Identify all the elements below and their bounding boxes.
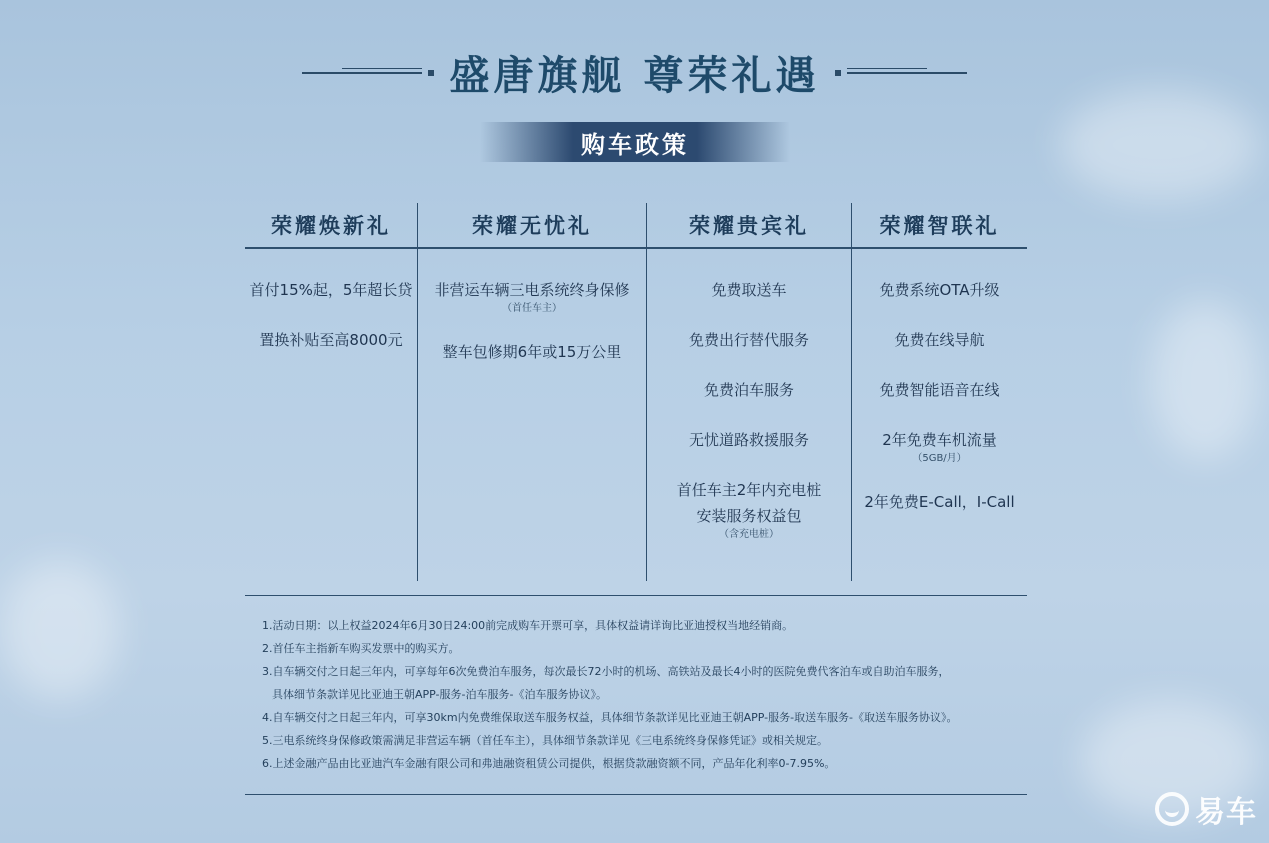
column-body: [418, 249, 646, 365]
benefit-note: （含充电桩）: [719, 529, 779, 540]
column-title: 荣耀智联礼: [852, 203, 1027, 249]
policy-table: [245, 203, 1027, 581]
headline-left-dot: [428, 70, 434, 76]
cloud-decoration: [1150, 300, 1260, 460]
column-body: [647, 249, 851, 541]
benefit-item: 免费智能语音在线: [879, 381, 1000, 399]
benefit-item: 2年免费E-Call，I-Call: [864, 493, 1015, 511]
column-vip: [647, 203, 851, 581]
column-smart-connect: [852, 203, 1027, 581]
benefit-item: 免费系统OTA升级: [879, 281, 1000, 299]
column-body: [852, 249, 1027, 515]
column-renewal: [245, 203, 417, 581]
page-title: 盛唐旗舰 尊荣礼遇: [449, 53, 820, 99]
footnote-continuation: 具体细节条款详见比亚迪王朝APP-服务-泊车服务-《泊车服务协议》。: [272, 688, 607, 701]
benefit-item: 免费在线导航: [894, 331, 985, 349]
smile-logo-icon: [1155, 792, 1189, 826]
footnotes-bottom-rule: [245, 794, 1027, 795]
footnote: 1.活动日期：以上权益2024年6月30日24:00前完成购车开票可享，具体权益请详询比亚迪授权当地经销商。: [262, 619, 794, 632]
column-title: 荣耀无忧礼: [418, 203, 646, 249]
benefit-item: 整车包修期6年或15万公里: [442, 343, 622, 361]
cloud-decoration: [1060, 90, 1260, 200]
footnote: 4.自车辆交付之日起三年内，可享30km内免费维保取送车服务权益，具体细节条款详见比亚迪王朝APP-服务-取送车服务-《取送车服务协议》。: [262, 711, 958, 724]
benefit-note: （5GB/月）: [912, 453, 967, 464]
footnotes: [262, 614, 1022, 775]
footnote: 6.上述金融产品由比亚迪汽车金融有限公司和弗迪融资租赁公司提供，根据贷款融资额不同，产品年化利率0-7.95%。: [262, 757, 836, 770]
watermark-logo: [1155, 787, 1257, 831]
benefit-note: （首任车主）: [502, 303, 562, 314]
benefit-text: 非营运车辆三电系统终身保修: [434, 281, 630, 299]
column-title: 荣耀焕新礼: [245, 203, 417, 249]
footnote: 2.首任车主指新车购买发票中的购买方。: [262, 642, 460, 655]
footnote: 5.三电系统终身保修政策需满足非营运车辆（首任车主），具体细节条款详见《三电系统终身保修凭证》或相关规定。: [262, 734, 828, 747]
footnotes-top-rule: [245, 595, 1027, 596]
benefit-item: 免费出行替代服务: [688, 331, 809, 349]
benefit-item: 免费泊车服务: [703, 381, 794, 399]
column-title: 荣耀贵宾礼: [647, 203, 851, 249]
headline-right-ornament: [847, 66, 967, 80]
benefit-item: [852, 427, 1027, 465]
column-body: [245, 249, 417, 353]
benefit-item: 免费取送车: [711, 281, 787, 299]
footnote: 3.自车辆交付之日起三年内，可享每年6次免费泊车服务，每次最长72小时的机场、高铁站及最长4小时的医院免费代客泊车或自助泊车服务，: [262, 665, 950, 678]
watermark-text: 易车: [1195, 795, 1257, 830]
benefit-item: 无忧道路救援服务: [688, 431, 809, 449]
benefit-item: [647, 477, 851, 541]
subtitle-band: [480, 122, 790, 162]
section-subtitle: 购车政策: [581, 130, 689, 159]
benefit-item: 置换补贴至高8000元: [259, 331, 403, 349]
benefit-text: 2年免费车机流量: [882, 431, 997, 449]
column-worry-free: [418, 203, 646, 581]
benefit-text-line2: 安装服务权益包: [696, 507, 802, 525]
benefit-text: 首任车主2年内充电桩: [676, 481, 822, 499]
benefit-item: 首付15%起，5年超长贷: [249, 281, 413, 299]
benefit-item: [418, 277, 646, 315]
headline-row: [0, 44, 1269, 101]
cloud-decoration: [0, 560, 120, 700]
headline-right-dot: [835, 70, 841, 76]
headline-left-ornament: [302, 66, 422, 80]
